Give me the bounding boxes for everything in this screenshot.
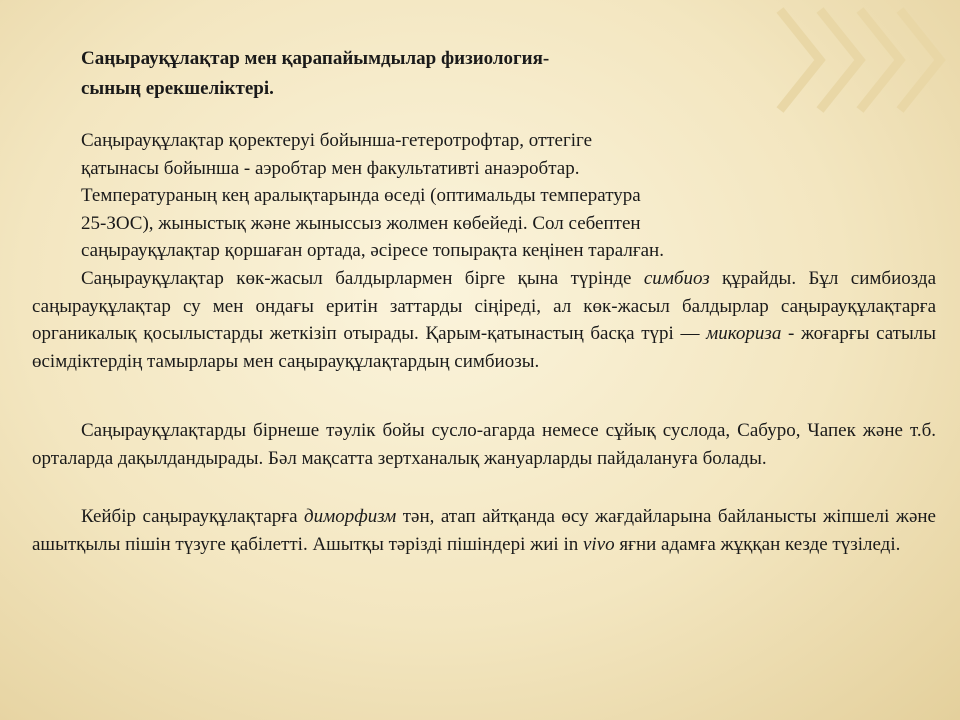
p3-text-3: яғни адамға жұққан кезде түзіледі. — [614, 533, 901, 555]
title-line-1: Саңырауқұлақтар мен қарапайымдылар физиология- — [81, 48, 550, 69]
p3-text-2: тән, атап айтқанда өсу жағдайларына байланысты жіпшелі және ашытқылы пішін түзуге қабілетті. Ашытқы тәрізді пішіндері жиі in — [32, 506, 936, 555]
intro-line-3: Температураның кең аралықтарында өседі (оптимальды температура — [81, 185, 641, 207]
p1-text-3: - жоғарғы сатылы өсімдіктердің тамырлары мен саңырауқұлақтардың симбиозы. — [32, 323, 936, 372]
p1-term-mycorrhiza: микориза — [706, 323, 782, 345]
intro-line-2: қатынасы бойынша - аэробтар мен факультативті анаэробтар. — [81, 157, 580, 179]
p1-text-2: құрайды. Бұл симбиозда саңырауқұлақтар су мен ондағы еритін заттарды сіңіреді, ал көк-жасыл балдырлар саңырауқұлақтарға органикалық қосылыстарды жеткізіп отырады. Қарым-қатынастың басқа түрі — — [32, 268, 936, 345]
intro-line-5: саңырауқұлақтар қоршаған ортада, әсіресе топырақта кеңінен таралған. — [81, 240, 664, 262]
decorative-chevrons — [760, 0, 950, 120]
p3-term-vivo: vivo — [583, 533, 615, 555]
paragraph-symbiosis — [32, 265, 936, 375]
intro-line-4: 25-ЗОС), жыныстық және жыныссыз жолмен көбейеді. Сол себептен — [81, 212, 641, 234]
p3-text-1: Кейбір саңырауқұлақтарға — [81, 506, 304, 527]
title-line-2: сының ерекшеліктері. — [81, 78, 274, 99]
slide-title — [81, 44, 781, 104]
p1-term-symbiosis: симбиоз — [643, 268, 710, 289]
p1-text-1: Саңырауқұлақтар көк-жасыл балдырлармен бірге қына түрінде — [81, 268, 644, 289]
paragraph-cultivation: Саңырауқұлақтарды бірнеше тәулік бойы сусло-агарда немесе сұйық суслода, Сабуро, Чапек және т.б. орталарда дақылдандырады. Бәл мақсатта зертханалық жануарларды пайдалануға болады. — [32, 420, 936, 469]
intro-line-1: Саңырауқұлақтар қоректеруі бойынша-гетеротрофтар, оттегіге — [81, 130, 593, 151]
paragraph-dimorphism — [32, 503, 936, 558]
p3-term-dimorphism: диморфизм — [303, 506, 397, 527]
